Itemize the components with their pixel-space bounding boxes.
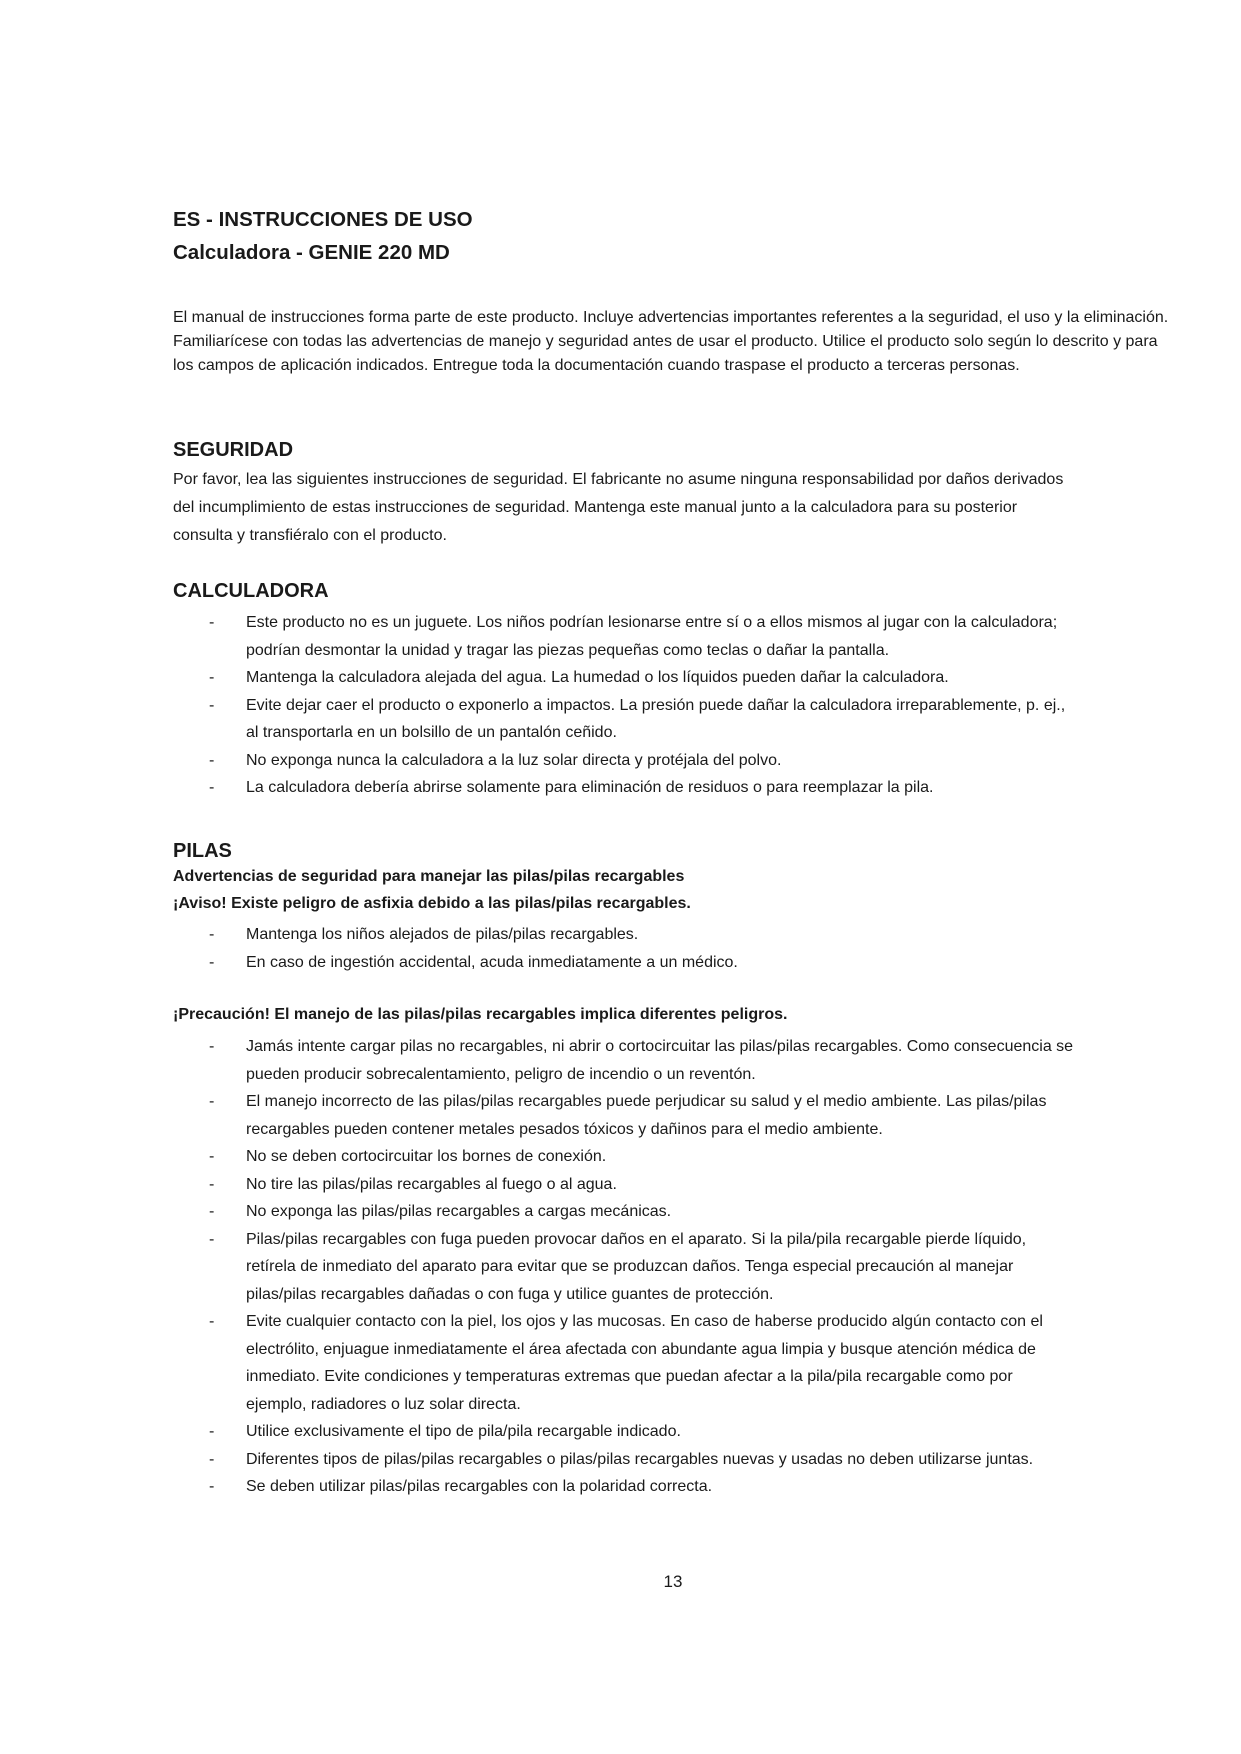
list-item: - Utilice exclusivamente el tipo de pila/pila recargable indicado. bbox=[173, 1418, 1076, 1446]
document-title: ES - INSTRUCCIONES DE USO bbox=[173, 208, 473, 231]
aviso-subheading: ¡Aviso! Existe peligro de asfixia debido a las pilas/pilas recargables. bbox=[173, 895, 691, 912]
page-number: 13 bbox=[663, 1572, 683, 1591]
list-item: - Jamás intente cargar pilas no recargables, ni abrir o cortocircuitar las pilas/pilas recargables. Como consecuencia se pueden producir sobrecalentamiento, peligro de incendio o un reventón. bbox=[173, 1033, 1076, 1088]
section-heading-pilas: PILAS bbox=[173, 840, 232, 862]
list-item: - La calculadora debería abrirse solamente para eliminación de residuos o para reemplazar la pila. bbox=[173, 774, 1076, 802]
list-item: - El manejo incorrecto de las pilas/pilas recargables puede perjudicar su salud y el medio ambiente. Las pilas/pilas recargables pueden contener metales pesados tóxicos y dañinos para el medio ambiente. bbox=[173, 1088, 1076, 1143]
seguridad-paragraph: Por favor, lea las siguientes instrucciones de seguridad. El fabricante no asume ninguna responsabilidad por daños derivados del incumplimiento de estas instrucciones de seguridad. Mantenga este manual junto a la calculadora para su posterior consulta y transfiéralo con el producto. bbox=[173, 471, 1064, 544]
precaucion-list bbox=[173, 1033, 1133, 1501]
list-item: - Mantenga la calculadora alejada del agua. La humedad o los líquidos pueden dañar la calculadora. bbox=[173, 664, 1076, 692]
calculadora-list bbox=[173, 609, 1133, 802]
product-title: Calculadora - GENIE 220 MD bbox=[173, 241, 450, 264]
list-item: - Evite dejar caer el producto o exponerlo a impactos. La presión puede dañar la calculadora irreparablemente, p. ej., al transportarla en un bolsillo de un pantalón ceñido. bbox=[173, 692, 1076, 747]
pilas-subheading: Advertencias de seguridad para manejar las pilas/pilas recargables bbox=[173, 868, 685, 885]
list-item: - En caso de ingestión accidental, acuda inmediatamente a un médico. bbox=[173, 949, 1076, 977]
list-item: - No se deben cortocircuitar los bornes de conexión. bbox=[173, 1143, 1076, 1171]
list-item: - No tire las pilas/pilas recargables al fuego o al agua. bbox=[173, 1171, 1076, 1199]
list-item: - Mantenga los niños alejados de pilas/pilas recargables. bbox=[173, 921, 1076, 949]
list-item: - No exponga nunca la calculadora a la luz solar directa y protéjala del polvo. bbox=[173, 747, 1076, 775]
list-item: - Pilas/pilas recargables con fuga pueden provocar daños en el aparato. Si la pila/pila recargable pierde líquido, retírela de inmediato del aparato para evitar que se produzcan daños. Tenga especial precaución al manejar pilas/pilas recargables dañadas o con fuga y utilice guantes de protección. bbox=[173, 1226, 1076, 1309]
list-item: - Se deben utilizar pilas/pilas recargables con la polaridad correcta. bbox=[173, 1473, 1076, 1501]
intro-paragraph: El manual de instrucciones forma parte de este producto. Incluye advertencias importantes referentes a la seguridad, el uso y la eliminación. Familiarícese con todas las advertencias de manejo y seguridad antes de usar el producto. Utilice el producto solo según lo descrito y para los campos de aplicación indicados. Entregue toda la documentación cuando traspase el producto a terceras personas. bbox=[173, 309, 1169, 374]
list-item: - No exponga las pilas/pilas recargables a cargas mecánicas. bbox=[173, 1198, 1076, 1226]
list-item: - Evite cualquier contacto con la piel, los ojos y las mucosas. En caso de haberse producido algún contacto con el electrólito, enjuague inmediatamente el área afectada con abundante agua limpia y busque atención médica de inmediato. Evite condiciones y temperaturas extremas que puedan afectar a la pila/pila recargable como por ejemplo, radiadores o luz solar directa. bbox=[173, 1308, 1076, 1418]
list-item: - Este producto no es un juguete. Los niños podrían lesionarse entre sí o a ellos mismos al jugar con la calculadora; podrían desmontar la unidad y tragar las piezas pequeñas como teclas o dañar la pantalla. bbox=[173, 609, 1076, 664]
aviso-list bbox=[173, 921, 1133, 976]
precaucion-subheading: ¡Precaución! El manejo de las pilas/pilas recargables implica diferentes peligros. bbox=[173, 1006, 788, 1023]
section-heading-calculadora: CALCULADORA bbox=[173, 580, 329, 602]
section-heading-seguridad: SEGURIDAD bbox=[173, 439, 294, 461]
list-item: - Diferentes tipos de pilas/pilas recargables o pilas/pilas recargables nuevas y usadas no deben utilizarse juntas. bbox=[173, 1446, 1076, 1474]
